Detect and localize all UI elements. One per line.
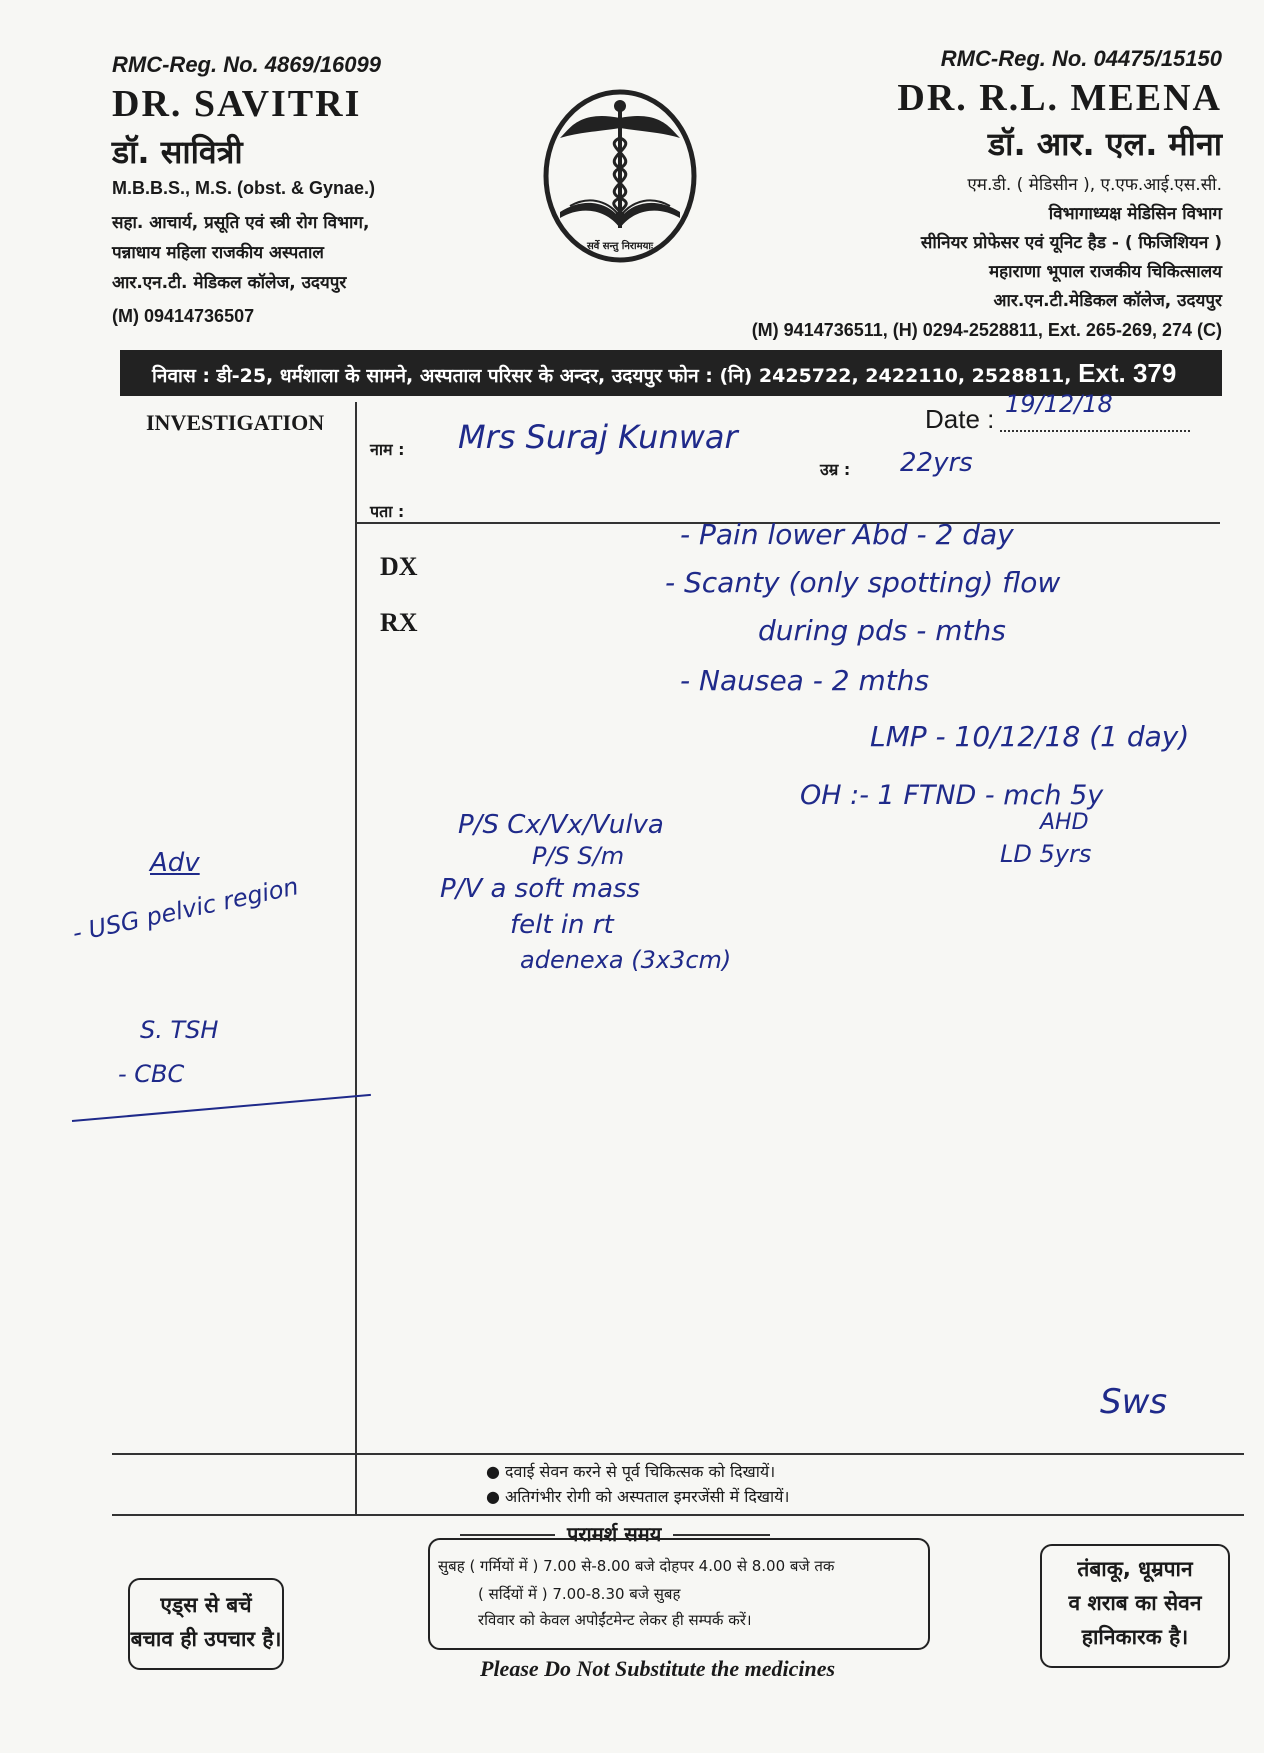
advice-label: Adv [150, 848, 200, 878]
notes-bottom-rule [112, 1514, 1244, 1516]
doctor-signature: Sws [1100, 1382, 1168, 1422]
advice-underline [72, 1094, 371, 1122]
exam-1: P/S Cx/Vx/Vulva [458, 810, 664, 840]
address-ext: Ext. 379 [1078, 358, 1177, 388]
left-mobile: (M) 09414736507 [112, 306, 255, 326]
date-line [1000, 430, 1190, 432]
advice-usg: - USG pelvic region [70, 872, 301, 948]
aids-line-1: एड्स से बचें [160, 1593, 252, 1617]
rx-label: RX [380, 608, 418, 637]
aids-line-2: बचाव ही उपचार है। [130, 1627, 282, 1651]
consult-title: परामर्श समय [555, 1520, 673, 1547]
exam-4: felt in rt [510, 910, 614, 940]
dx-label: DX [380, 552, 418, 581]
investigation-divider [355, 402, 357, 1514]
date-label: Date : [925, 404, 995, 434]
obstetric-history: OH :- 1 FTND - mch 5y [800, 780, 1104, 811]
left-designation: सहा. आचार्य, प्रसूति एवं स्त्री रोग विभाग, [112, 213, 370, 233]
right-college: आर.एन.टी.मेडिकल कॉलेज, उदयपुर [993, 291, 1222, 311]
name-label: नाम : [370, 440, 405, 459]
notes-top-rule [112, 1453, 1244, 1455]
right-doctor-name-hindi: डॉ. आर. एल. मीना [988, 125, 1222, 163]
handwritten-patient-name: Mrs Suraj Kunwar [458, 418, 738, 456]
consult-box [428, 1538, 930, 1650]
address-label: पता : [370, 502, 405, 521]
age-label: उम्र : [820, 460, 851, 479]
consult-line-3: रविवार को केवल अपोईंटमेन्ट लेकर ही सम्पर्क करें। [478, 1611, 752, 1629]
logo-motto: सर्वे सन्तु निरामयाः [586, 241, 654, 252]
aids-warning-box [128, 1578, 284, 1670]
tobacco-line-2: व शराब का सेवन [1068, 1591, 1202, 1615]
left-reg-no: RMC-Reg. No. 4869/16099 [112, 52, 381, 77]
right-phones: (M) 9414736511, (H) 0294-2528811, Ext. 265-269, 274 (C) [751, 320, 1222, 340]
complaint-3: during pds - mths [758, 614, 1006, 647]
note-1: ● दवाई सेवन करने से पूर्व चिकित्सक को दिखायें। [486, 1462, 776, 1481]
left-doctor-name: DR. SAVITRI [112, 83, 362, 125]
consult-line-1: सुबह ( गर्मियों में ) 7.00 से-8.00 बजे दोहपर 4.00 से 8.00 बजे तक [438, 1557, 835, 1575]
obstetric-history-3: LD 5yrs [1000, 840, 1092, 868]
handwritten-age: 22yrs [900, 448, 973, 478]
handwritten-date: 19/12/18 [1005, 390, 1113, 418]
lmp-note: LMP - 10/12/18 (1 day) [870, 720, 1190, 753]
exam-5: adenexa (3x3cm) [520, 946, 732, 974]
left-college: आर.एन.टी. मेडिकल कॉलेज, उदयपुर [112, 273, 347, 293]
tobacco-line-3: हानिकारक है। [1081, 1625, 1189, 1649]
complaint-2: - Scanty (only spotting) flow [665, 566, 1061, 599]
complaint-1: - Pain lower Abd - 2 day [680, 518, 1014, 551]
right-hospital: महाराणा भूपाल राजकीय चिकित्सालय [988, 262, 1222, 282]
right-doctor-name: DR. R.L. MEENA [897, 77, 1222, 119]
complaint-4: - Nausea - 2 mths [680, 664, 930, 697]
advice-tsh: S. TSH [140, 1016, 219, 1044]
right-unit-head: सीनियर प्रोफेसर एवं यूनिट हैड - ( फिजिशियन ) [920, 233, 1222, 253]
right-designation: विभागाध्यक्ष मेडिसिन विभाग [1048, 204, 1222, 224]
right-qualification: एम.डी. ( मेडिसीन ), ए.एफ.आई.एस.सी. [967, 175, 1222, 195]
exam-2: P/S S/m [532, 842, 625, 870]
right-reg-no: RMC-Reg. No. 04475/15150 [940, 46, 1222, 71]
exam-3: P/V a soft mass [440, 874, 641, 904]
left-doctor-name-hindi: डॉ. सावित्री [112, 133, 243, 171]
tobacco-warning-box [1040, 1544, 1230, 1668]
obstetric-history-2: AHD [1040, 810, 1089, 835]
note-2: ● अतिगंभीर रोगी को अस्पताल इमरजेंसी में दिखायें। [486, 1487, 790, 1506]
tobacco-line-1: तंबाकू, धूम्रपान [1077, 1557, 1193, 1581]
advice-cbc: - CBC [118, 1060, 185, 1088]
investigation-label: INVESTIGATION [146, 410, 325, 435]
consult-line-2: ( सर्दियों में ) 7.00-8.30 बजे सुबह [478, 1585, 681, 1603]
left-hospital: पन्नाधाय महिला राजकीय अस्पताल [112, 243, 324, 263]
left-qualification: M.B.B.S., M.S. (obst. & Gynae.) [112, 178, 376, 198]
footer-note: Please Do Not Substitute the medicines [480, 1656, 836, 1681]
caduceus-logo [540, 88, 700, 268]
address-text: निवास : डी-25, धर्मशाला के सामने, अस्पताल परिसर के अन्दर, उदयपुर फोन : (नि) 2425722, 2422110, 2528811, [152, 365, 1072, 387]
